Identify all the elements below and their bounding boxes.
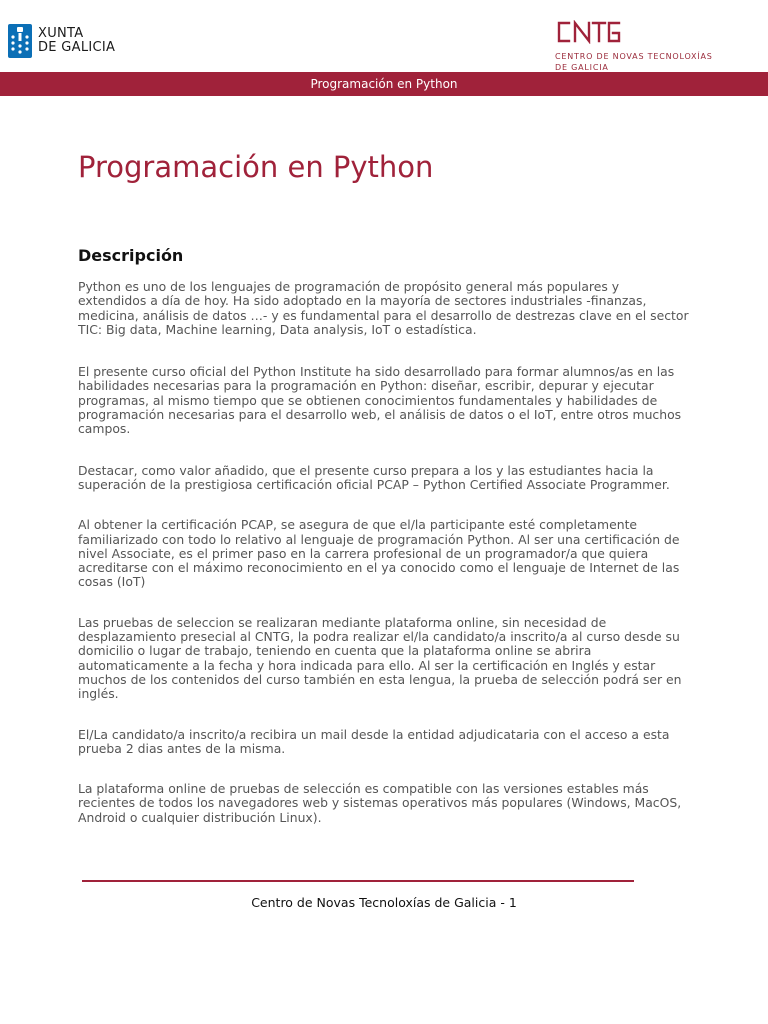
description-body bbox=[78, 280, 690, 825]
xunta-logo bbox=[8, 24, 115, 58]
page-header bbox=[0, 0, 768, 72]
paragraph-7: La plataforma online de pruebas de selección es compatible con las versiones estables más recientes de todos los navegadores web y sistemas operativos más populares (Windows, MacOS, Android o cualquier distribución Linux). bbox=[78, 781, 682, 825]
paragraph-6: El/La candidato/a inscrito/a recibira un mail desde la entidad adjudicataria con el acceso a esta prueba 2 dias antes de la misma. bbox=[78, 726, 670, 756]
cntg-logo bbox=[555, 20, 755, 73]
paragraph-3: Destacar, como valor añadido, que el presente curso prepara a los y las estudiantes hacia la superación de la prestigiosa certificación oficial PCAP – Python Certified Associate Programmer. bbox=[78, 462, 670, 492]
cntg-monogram-icon bbox=[555, 20, 623, 44]
paragraph-5: Las pruebas de seleccion se realizaran mediante plataforma online, sin necesidad de desplazamiento presecial al CNTG, la podra realizar el/la candidato/a inscrito/a al curso desde su domicilio o lugar de trabajo, teniendo en cuenta que la plataforma online se abrira automaticamente a la fecha y hora indicada para ello. Al ser la certificación en Inglés y estar muchos de los contenidos del curso también en esta lengua, la prueba de selección podrá ser en inglés. bbox=[78, 614, 682, 702]
xunta-line1: XUNTA bbox=[38, 26, 84, 41]
section-heading: Descripción bbox=[78, 246, 184, 265]
xunta-shield-icon bbox=[8, 24, 32, 58]
cntg-sub-line1: CENTRO DE NOVAS TECNOLOXÍAS bbox=[555, 52, 713, 61]
xunta-wordmark bbox=[38, 27, 115, 55]
cntg-subtitle bbox=[555, 51, 755, 73]
footer-divider bbox=[82, 880, 634, 882]
paragraph-2: El presente curso oficial del Python Institute ha sido desarrollado para formar alumnos/as en las habilidades necesarias para la programación en Python: diseñar, escribir, depurar y ejecutar programas, al mismo tiempo que se obtienen conocimientos fundamentales y habilidades de programación necesarias para el desarrollo web, el análisis de datos o el IoT, entre otros muchos campos. bbox=[78, 364, 682, 437]
cntg-sub-line2: DE GALICIA bbox=[555, 63, 609, 72]
header-band: Programación en Python bbox=[0, 72, 768, 96]
xunta-line2: DE GALICIA bbox=[38, 40, 116, 55]
paragraph-1: Python es uno de los lenguajes de programación de propósito general más populares y extendidos a día de hoy. Ha sido adoptado en la mayoría de sectores industriales -finanzas, medicina, análisis de datos …- y es fundamental para el desarrollo de destrezas clave en el sector TIC: Big data, Machine learning, Data analysis, IoT o estadística. bbox=[78, 279, 689, 337]
paragraph-4: Al obtener la certificación PCAP, se asegura de que el/la participante esté completamente familiarizado con todo lo relativo al lenguaje de programación Python. Al ser una certificación de nivel Associate, es el primer paso en la carrera profesional de un programador/a que quiera acreditarse con el máximo reconocimiento en el ya conocido como el lenguaje de Internet de las cosas (IoT) bbox=[78, 517, 680, 590]
page-title: Programación en Python bbox=[78, 150, 434, 184]
page-footer: Centro de Novas Tecnoloxías de Galicia - 1 bbox=[251, 895, 517, 910]
